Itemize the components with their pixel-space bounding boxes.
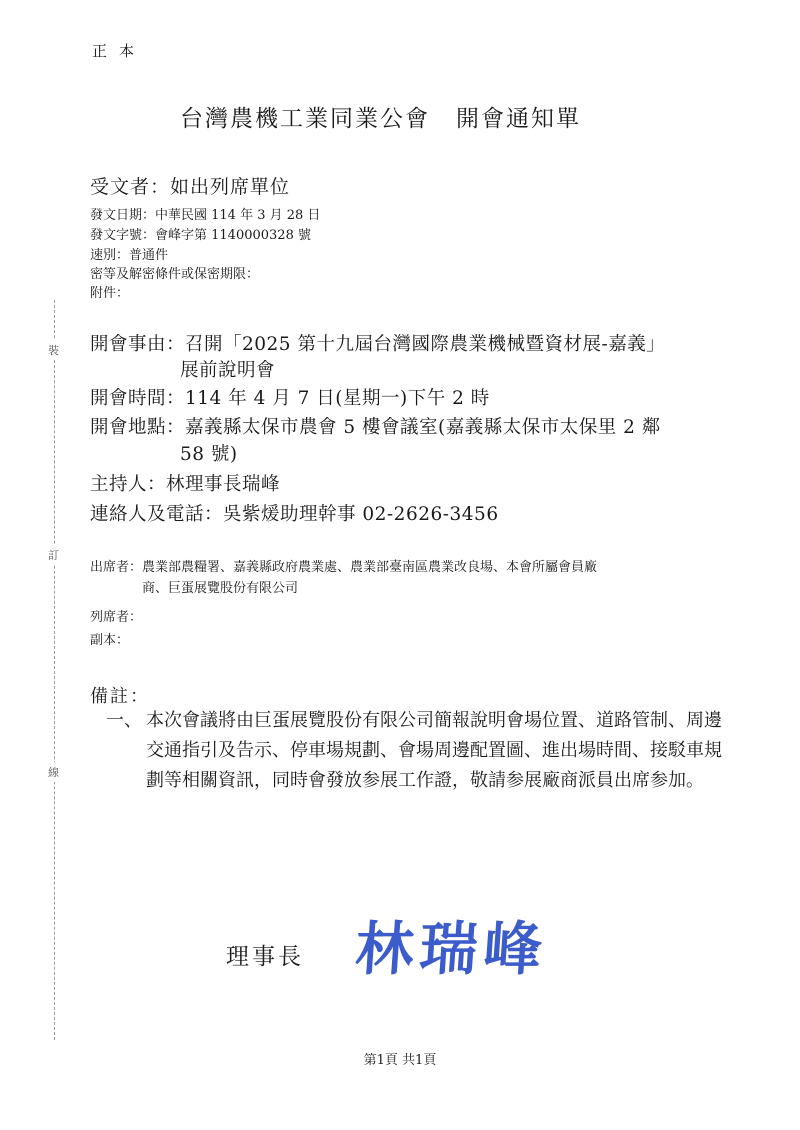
copy-label: 正本 — [92, 42, 147, 60]
meeting-location-line1: 開會地點：嘉義縣太保市農會 5 樓會議室(嘉義縣太保市太保里 2 鄰 — [90, 417, 661, 438]
meta-attachment: 附件： — [90, 286, 130, 301]
binding-mark-zhuang: 裝 — [48, 340, 59, 360]
binding-mark-ding: 訂 — [48, 545, 59, 565]
meta-document-number: 發文字號：會峰字第 1140000328 號 — [90, 228, 311, 243]
meeting-subject-line1: 開會事由：召開「2025 第十九屆台灣國際農業機械暨資材展-嘉義」 — [90, 334, 666, 355]
meeting-subject-line2: 展前說明會 — [180, 360, 276, 381]
recipient: 受文者：如出列席單位 — [90, 176, 291, 198]
meeting-time: 開會時間：114 年 4 月 7 日(星期一)下午 2 時 — [90, 388, 490, 409]
attendees-cc: 副本： — [90, 633, 130, 648]
document-type: 開會通知單 — [456, 106, 581, 132]
meta-confidentiality: 密等及解密條件或保密期限： — [90, 267, 260, 282]
signature: 林瑞峰 — [353, 915, 551, 983]
document-title — [180, 100, 581, 133]
meeting-contact: 連絡人及電話：吳紫煖助理幹事 02-2626-3456 — [90, 504, 499, 525]
signatory-title: 理事長 — [226, 944, 304, 970]
remark-item-text: 本次會議將由巨蛋展覽股份有限公司簡報說明會場位置、道路管制、周邊交通指引及告示、停車場規劃、會場周邊配置圖、進出場時間、接駁車規劃等相關資訊，同時會發放参展工作證，敬請参展廠商派員出席参加。 — [146, 710, 722, 791]
meta-issue-date: 發文日期：中華民國 114 年 3 月 28 日 — [90, 208, 321, 223]
attendees-present — [90, 557, 597, 599]
meeting-location-line2: 58 號) — [180, 444, 238, 465]
remark-item-number: 一、 — [106, 710, 142, 731]
page-number: 第1頁 共1頁 — [363, 1053, 437, 1068]
attendees-present-line1: 出席者：農業部農糧署、嘉義縣政府農業處、農業部臺南區農業改良場、本會所屬會員廠 — [90, 560, 598, 575]
organization-name: 台灣農機工業同業公會 — [180, 106, 430, 132]
meeting-host: 主持人：林理事長瑞峰 — [90, 474, 281, 495]
attendees-observers: 列席者： — [90, 610, 143, 625]
remarks-heading: 備註： — [90, 686, 150, 707]
attendees-present-line2: 商、巨蛋展覽股份有限公司 — [142, 581, 299, 596]
binding-line — [54, 300, 55, 1040]
binding-mark-xian: 線 — [48, 762, 59, 782]
meta-urgency: 速別：普通件 — [90, 248, 169, 263]
